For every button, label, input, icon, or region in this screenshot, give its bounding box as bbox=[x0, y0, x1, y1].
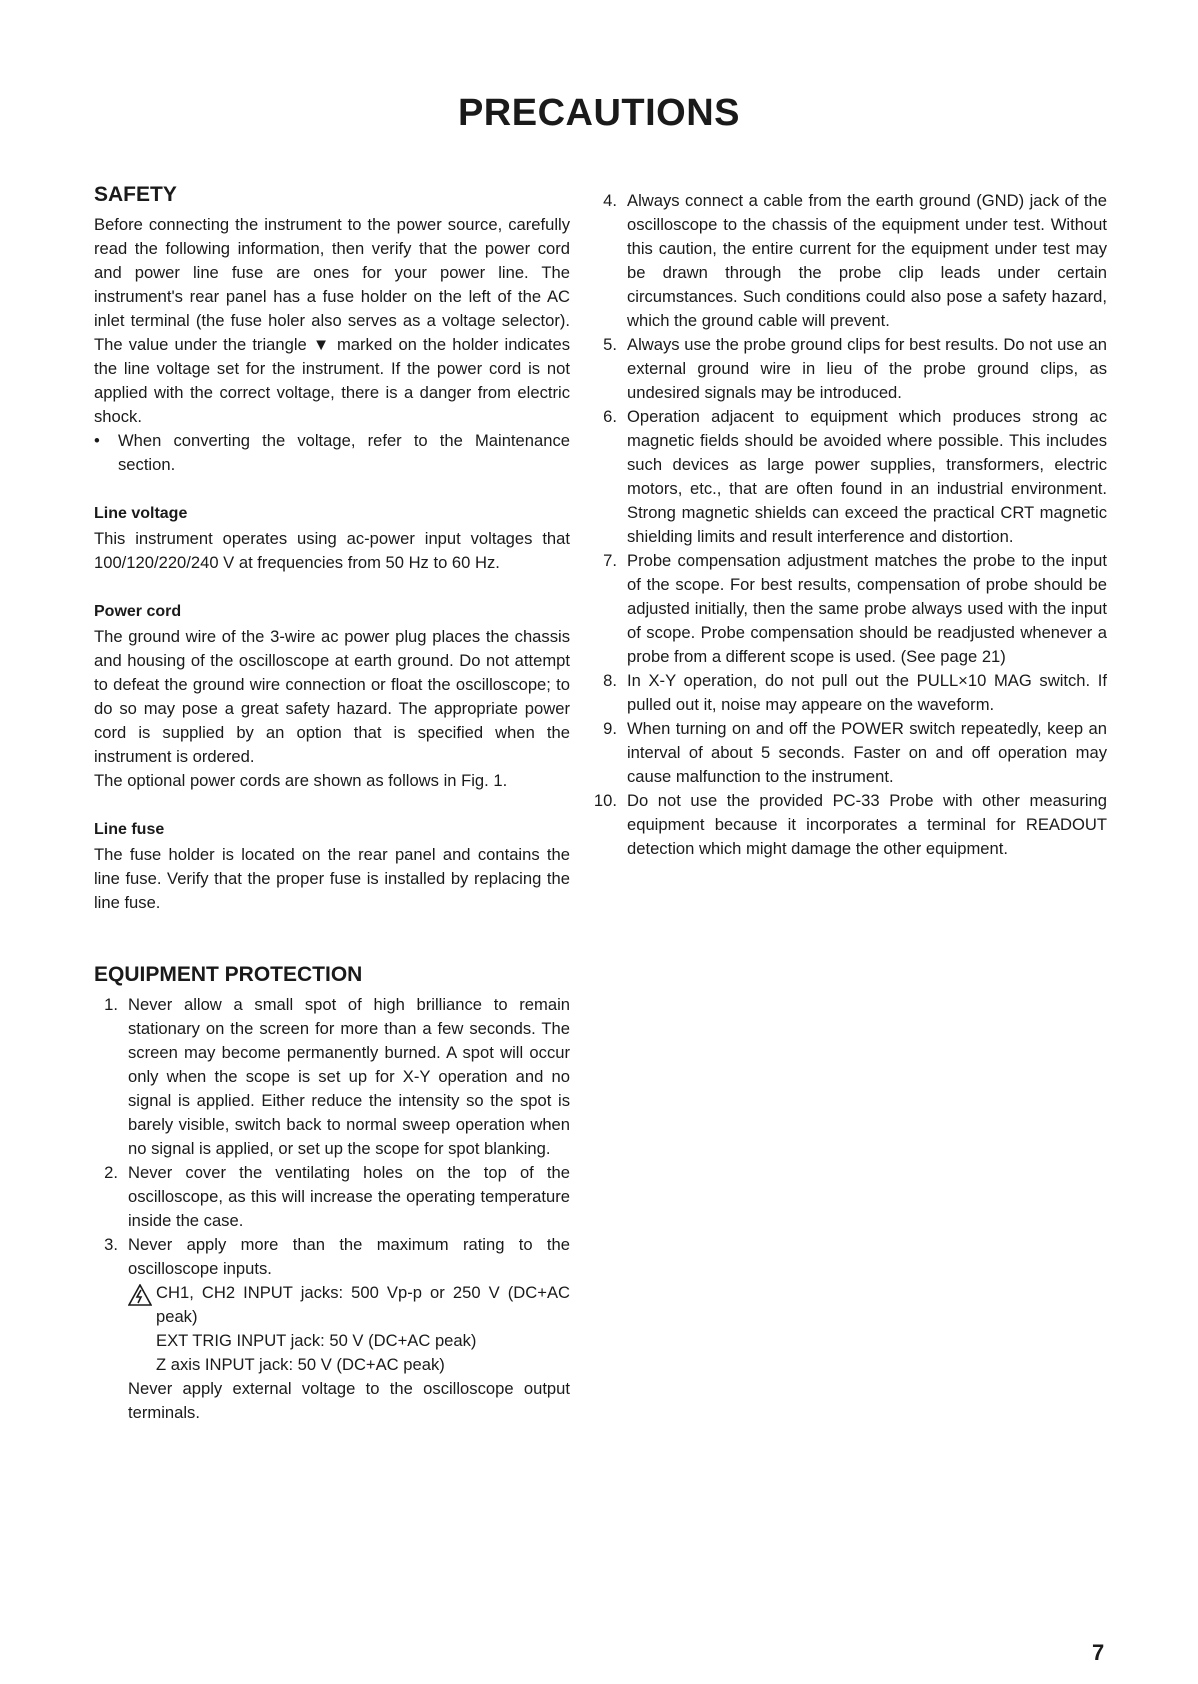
list-item bbox=[104, 993, 570, 1161]
item-text: Never apply more than the maximum rating to the oscilloscope inputs. bbox=[128, 1235, 570, 1278]
page-title: PRECAUTIONS bbox=[457, 92, 741, 134]
bullet-mark: • bbox=[94, 431, 100, 450]
item-text: In X-Y operation, do not pull out the PULL×10 MAG switch. If pulled out it, noise may appeare on the waveform. bbox=[627, 671, 1107, 714]
bullet-item bbox=[94, 429, 570, 477]
item-text: Do not use the provided PC-33 Probe with other measuring equipment because it incorporates a terminal for READOUT detection which might damage the other equipment. bbox=[627, 791, 1107, 858]
item-text: Never allow a small spot of high brilliance to remain stationary on the screen for more than a few seconds. The screen may become permanently burned. A spot will occur only when the scope is set up for X-Y operation and no signal is applied. Either reduce the intensity so the spot is barely visible, switch back to normal sweep operation when no signal is applied, or set up the scope for spot blanking. bbox=[128, 995, 570, 1158]
power-cord-text-2: The optional power cords are shown as follows in Fig. 1. bbox=[94, 771, 508, 790]
list-item bbox=[104, 1233, 570, 1425]
equipment-protection-heading: EQUIPMENT PROTECTION bbox=[94, 963, 363, 986]
page-number: 7 bbox=[1092, 1640, 1105, 1665]
item-text: Never cover the ventilating holes on the top of the oscilloscope, as this will increase the operating temperature inside the case. bbox=[128, 1163, 570, 1230]
rating-text: CH1, CH2 INPUT jacks: 500 Vp-p or 250 V (DC+AC peak) bbox=[156, 1283, 570, 1326]
list-item bbox=[593, 789, 1107, 861]
rating-note: Never apply external voltage to the oscilloscope output terminals. bbox=[128, 1379, 570, 1422]
item-text: Probe compensation adjustment matches the probe to the input of the scope. For best results, compensation of probe should be adjusted initially, then the same probe always used with the input of scope. Probe compensation should be readjusted whenever a probe from a different scope is used. (See page 21) bbox=[627, 551, 1107, 666]
item-text: Always use the probe ground clips for best results. Do not use an external ground wire in lieu of the probe ground clips, as undesired signals may be introduced. bbox=[627, 335, 1107, 402]
item-text: Operation adjacent to equipment which produces strong ac magnetic fields should be avoided where possible. This includes such devices as large power supplies, transformers, electric motors, etc., that are often found in an industrial environment. Strong magnetic shields can exceed the practical CRT magnetic shielding limits and result interference and distortion. bbox=[627, 407, 1107, 546]
safety-heading: SAFETY bbox=[94, 183, 177, 206]
line-fuse-text: The fuse holder is located on the rear panel and contains the line fuse. Verify that the proper fuse is installed by replacing the line fuse. bbox=[94, 845, 570, 912]
item-number: 6. bbox=[603, 407, 617, 426]
list-item bbox=[603, 189, 1107, 333]
item-number: 1. bbox=[104, 995, 118, 1014]
line-voltage-heading: Line voltage bbox=[94, 505, 188, 522]
power-cord-heading: Power cord bbox=[94, 603, 182, 620]
item-text: Always connect a cable from the earth ground (GND) jack of the oscilloscope to the chassis of the equipment under test. Without this caution, the entire current for the equipment under test may be drawn through the probe clip leads under certain circumstances. Such conditions could also pose a safety hazard, which the ground cable will prevent. bbox=[627, 191, 1107, 330]
item-number: 10. bbox=[593, 791, 617, 810]
line-fuse-heading: Line fuse bbox=[94, 821, 165, 838]
list-item bbox=[603, 405, 1107, 549]
item-number: 9. bbox=[603, 719, 617, 738]
item-number: 5. bbox=[603, 335, 617, 354]
safety-intro: Before connecting the instrument to the power source, carefully read the following information, then verify that the power cord and power line fuse are ones for your power line. The instrument's rear panel has a fuse holder on the left of the AC inlet terminal (the fuse holer also serves as a voltage selector). The value under the triangle ▼ marked on the holder indicates the line voltage set for the instrument. If the power cord is not applied with the correct voltage, there is a danger from electric shock. bbox=[94, 215, 570, 426]
item-number: 7. bbox=[603, 551, 617, 570]
rating-line: EXT TRIG INPUT jack: 50 V (DC+AC peak) bbox=[156, 1331, 477, 1350]
rating-line bbox=[128, 1281, 570, 1329]
item-text: When turning on and off the POWER switch repeatedly, keep an interval of about 5 seconds. Faster on and off operation may cause malfunction to the instrument. bbox=[627, 719, 1107, 786]
list-item bbox=[603, 669, 1107, 717]
list-item bbox=[104, 1161, 570, 1233]
bullet-text: When converting the voltage, refer to the Maintenance section. bbox=[118, 431, 570, 474]
item-number: 4. bbox=[603, 191, 617, 210]
list-item bbox=[603, 717, 1107, 789]
rating-line: Z axis INPUT jack: 50 V (DC+AC peak) bbox=[156, 1355, 445, 1374]
equipment-protection-list bbox=[94, 993, 570, 1425]
warning-triangle-icon bbox=[128, 1281, 156, 1329]
list-item bbox=[603, 333, 1107, 405]
right-column bbox=[593, 189, 1107, 861]
item-number: 3. bbox=[104, 1235, 118, 1254]
line-voltage-text: This instrument operates using ac-power input voltages that 100/120/220/240 V at frequencies from 50 Hz to 60 Hz. bbox=[94, 529, 570, 572]
list-item bbox=[603, 549, 1107, 669]
item-number: 2. bbox=[104, 1163, 118, 1182]
equipment-protection-list-continued bbox=[593, 189, 1107, 861]
left-column bbox=[94, 183, 570, 1425]
item-number: 8. bbox=[603, 671, 617, 690]
power-cord-text: The ground wire of the 3-wire ac power plug places the chassis and housing of the oscilloscope at earth ground. Do not attempt to defeat the ground wire connection or float the oscilloscope; to do so may pose a great safety hazard. The appropriate power cord is supplied by an option that is specified when the instrument is ordered. bbox=[94, 627, 570, 766]
